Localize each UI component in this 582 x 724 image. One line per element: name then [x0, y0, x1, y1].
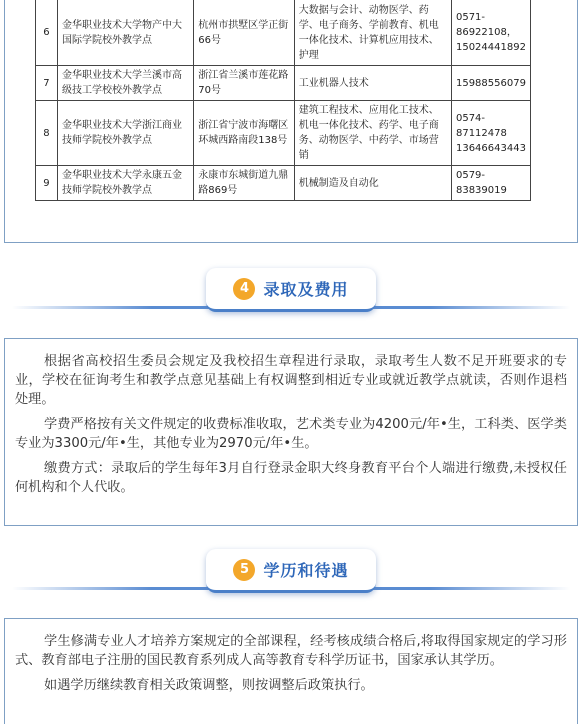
table-row	[36, 66, 531, 101]
paragraph: 根据省高校招生委员会规定及我校招生章程进行录取，录取考生人数不足开班要求的专业，学校在征询考生和教学点意见基础上有权调整到相近专业或就近教学点就读，否则作退档处理。	[15, 354, 567, 407]
paragraph: 如遇学历继续教育相关政策调整，则按调整后政策执行。	[44, 678, 374, 693]
paragraph: 缴费方式：录取后的学生每年3月自行登录金职大终身教育平台个人端进行缴费,未授权任何机构和个人代收。	[15, 461, 567, 495]
table-row	[36, 166, 531, 201]
admission-fees-box	[4, 338, 578, 526]
row-number-cell: 8	[36, 101, 58, 166]
school-name-cell: 金华职业技术大学浙江商业技师学院校外教学点	[57, 101, 193, 166]
section-header-qualification	[0, 543, 582, 601]
majors-cell: 工业机器人技术	[294, 66, 451, 101]
school-name-cell: 金华职业技术大学物产中大国际学院校外教学点	[57, 0, 193, 66]
row-number-cell: 7	[36, 66, 58, 101]
school-name-cell: 金华职业技术大学永康五金技师学院校外教学点	[57, 166, 193, 201]
table-row	[36, 0, 531, 66]
section-title-pill	[206, 268, 376, 312]
qualification-box	[4, 618, 578, 724]
teaching-sites-table	[35, 0, 531, 201]
section-title: 学历和待遇	[263, 561, 349, 580]
address-cell: 浙江省宁波市海曙区环城西路南段138号	[194, 101, 295, 166]
table-row	[36, 101, 531, 166]
majors-cell: 机械制造及自动化	[294, 166, 451, 201]
section-title: 录取及费用	[263, 280, 349, 299]
row-number-cell: 9	[36, 166, 58, 201]
majors-cell: 建筑工程技术、应用化工技术、机电一体化技术、药学、电子商务、动物医学、中药学、市场营销	[294, 101, 451, 166]
section-number-badge: 5	[233, 559, 255, 581]
phone-cell: 0579-83839019	[451, 166, 530, 201]
paragraph: 学费严格按有关文件规定的收费标准收取，艺术类专业为4200元/年•生，工科类、医学类专业为3300元/年•生，其他专业为2970元/年•生。	[15, 417, 567, 451]
address-cell: 杭州市拱墅区学正街66号	[194, 0, 295, 66]
address-cell: 永康市东城街道九鼎路869号	[194, 166, 295, 201]
phone-cell: 15988556079	[451, 66, 530, 101]
section-number-badge: 4	[233, 278, 255, 300]
address-cell: 浙江省兰溪市莲花路70号	[194, 66, 295, 101]
section-header-admission	[0, 262, 582, 320]
row-number-cell: 6	[36, 0, 58, 66]
paragraph: 学生修满专业人才培养方案规定的全部课程，经考核成绩合格后,将取得国家规定的学习形式、教育部电子注册的国民教育系列成人高等教育专科学历证书，国家承认其学历。	[15, 634, 567, 668]
phone-cell: 0574-87112478 13646643443	[451, 101, 530, 166]
majors-cell: 大数据与会计、动物医学、药学、电子商务、学前教育、机电一体化技术、计算机应用技术、护理	[294, 0, 451, 66]
section-title-pill	[206, 549, 376, 593]
school-name-cell: 金华职业技术大学兰溪市高级技工学校校外教学点	[57, 66, 193, 101]
phone-cell: 0571-86922108，15024441892	[451, 0, 530, 66]
teaching-sites-box	[4, 0, 578, 243]
